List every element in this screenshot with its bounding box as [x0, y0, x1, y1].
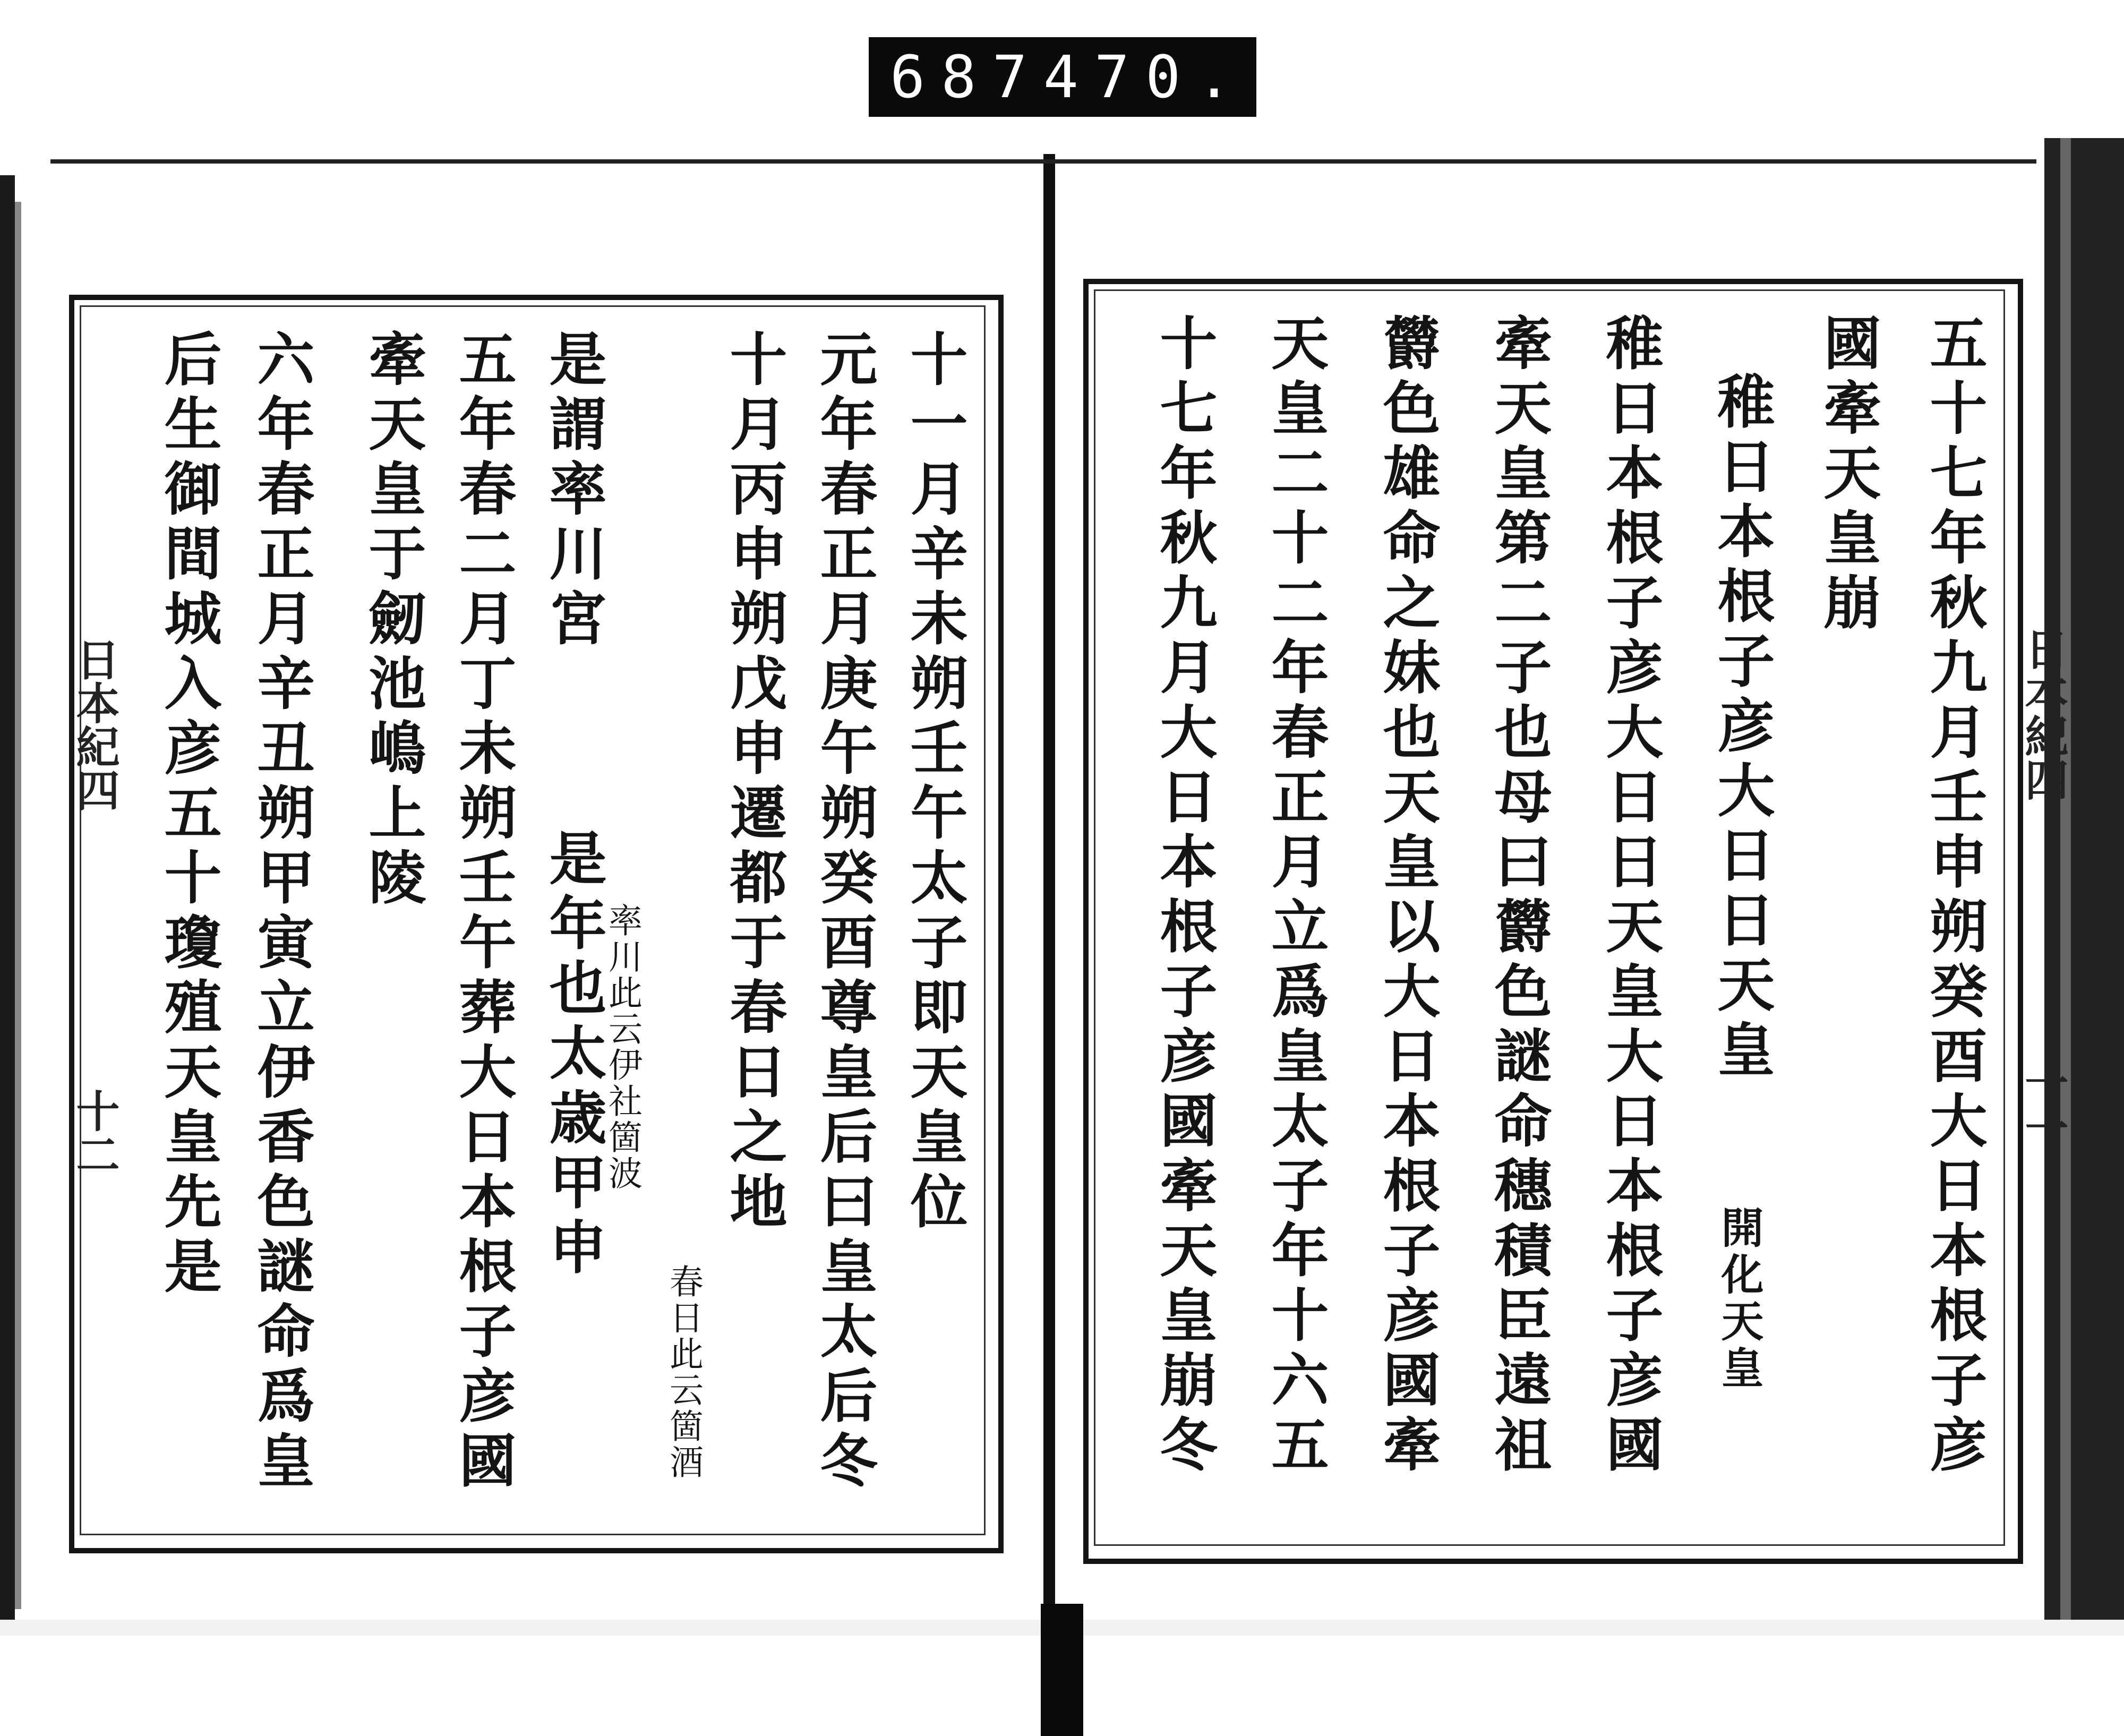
right-column-6: 欝色雄命之妹也天皇以大日本根子彦國牽 — [1373, 313, 1440, 1480]
right-column-1: 五十七年秋九月壬申朔癸酉大日本根子彦 — [1920, 313, 1987, 1480]
left-margin-title: 日本紀四 — [69, 637, 120, 811]
archive-number-right: 470. — [1043, 43, 1248, 111]
left-note-1: 春日此云箇酒 — [664, 1264, 703, 1481]
archive-number-left: 687 — [890, 43, 1043, 111]
right-margin-page: 十一 — [2018, 1062, 2069, 1149]
left-column-7: 牽天皇于劒池嶋上陵 — [359, 329, 426, 912]
right-column-2: 國牽天皇崩 — [1814, 313, 1881, 637]
left-column-8: 六年春正月辛丑朔甲寅立伊香色謎命爲皇 — [247, 329, 314, 1495]
left-column-6: 五年春二月丁未朔壬午葬大日本根子彦國 — [449, 329, 516, 1495]
right-column-7: 天皇二十二年春正月立爲皇太子年十六五 — [1262, 313, 1329, 1480]
left-column-9: 后生御間城入彦五十瓊殖天皇先是 — [155, 329, 221, 1301]
right-subtitle: 開化天皇 — [1714, 1205, 1764, 1392]
right-column-5: 牽天皇第二子也母曰欝色謎命穗積臣遠祖 — [1485, 313, 1552, 1480]
left-column-1: 十一月辛未朔壬午太子即天皇位 — [901, 329, 967, 1236]
right-column-4: 稚日本根子彦大日日天皇大日本根子彦國 — [1596, 313, 1663, 1480]
left-column-2: 元年春正月庚午朔癸酉尊皇后曰皇太后冬 — [810, 329, 877, 1495]
right-column-8: 十七年秋九月大日本根子彦國牽天皇崩冬 — [1150, 313, 1217, 1480]
left-note-2: 率川此云伊社箇波 — [603, 903, 642, 1192]
right-column-3: 稚日本根子彦大日日天皇 — [1708, 372, 1775, 1084]
left-margin-page: 十二 — [69, 1089, 120, 1176]
left-column-3: 十月丙申朔戊申遷都于春日之地 — [720, 329, 787, 1236]
archive-label — [869, 37, 1256, 117]
right-margin-title: 日本紀四 — [2018, 627, 2069, 801]
left-column-4: 是謂率川宮 — [539, 329, 606, 653]
left-column-5: 是年也太歳甲申 — [539, 828, 606, 1282]
